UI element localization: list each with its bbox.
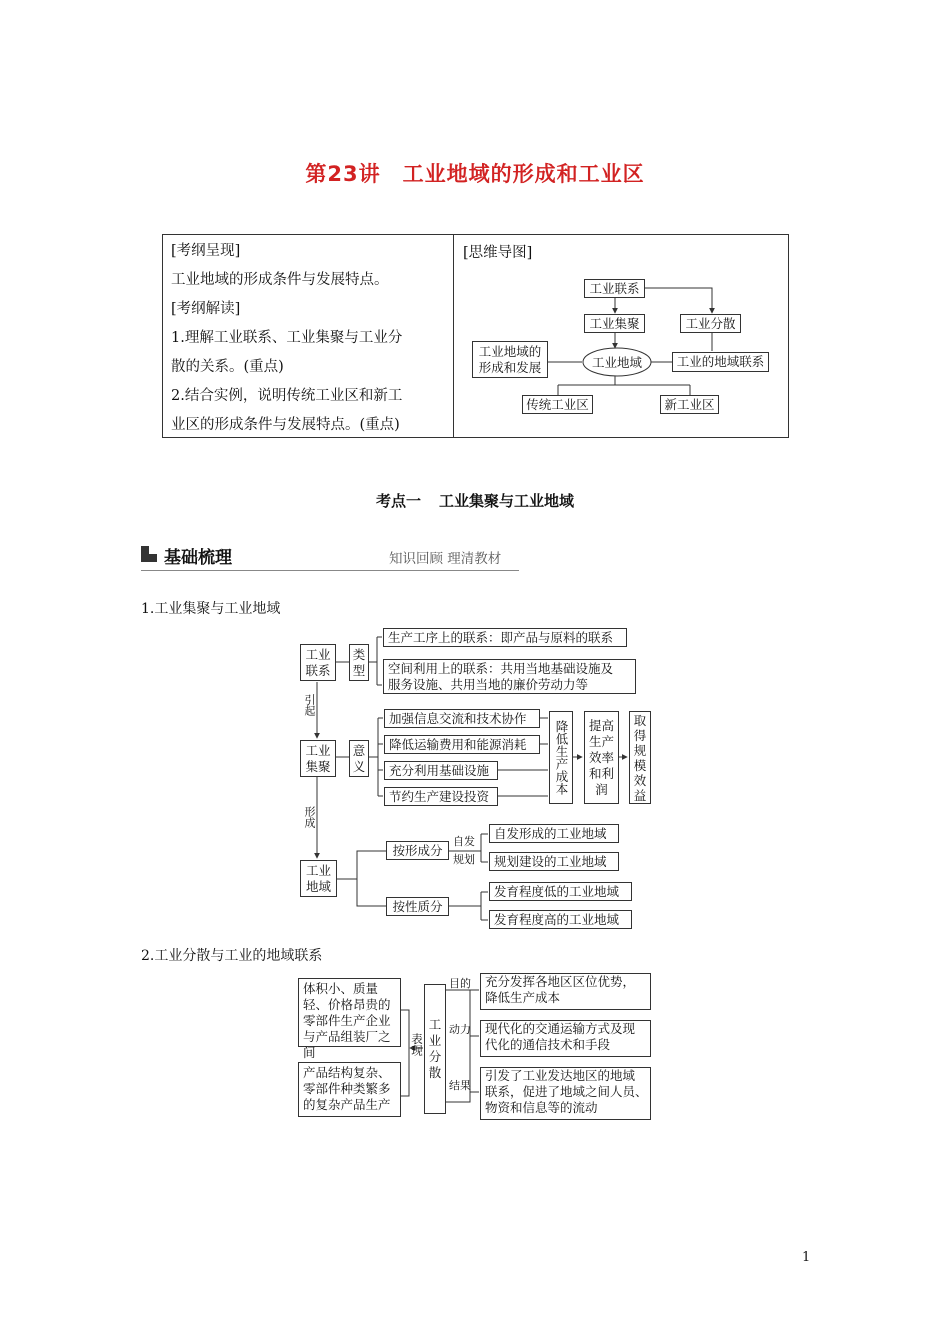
- yinqi-label: 引起: [303, 694, 316, 716]
- mindmap-xin: 新工业区: [660, 395, 719, 414]
- outline-line: 工业地域的形成条件与发展特点。: [171, 272, 389, 288]
- guihua-label: 规划: [453, 853, 475, 866]
- type-item-2-line: 空间利用上的联系：共用当地基础设施及: [388, 660, 614, 676]
- dongli-label: 动力: [449, 1023, 471, 1036]
- banner-icon-notch: [149, 546, 157, 554]
- part1-heading: 1.工业集聚与工业地域: [141, 601, 281, 617]
- jieguo-line: 引发了工业发达地区的地域: [485, 1068, 636, 1083]
- lecture-number: 第23讲: [305, 162, 381, 186]
- mindmap-xingcheng: [472, 341, 548, 378]
- section-name: 工业集聚与工业地域: [439, 492, 575, 510]
- fensan-box: 工业分散: [424, 984, 446, 1114]
- outline-line: [考纲解读]: [171, 301, 241, 317]
- dongli-line: 代化的通信技术和手段: [485, 1037, 611, 1052]
- mindmap-chuantong: 传统工业区: [522, 395, 593, 414]
- banner-subtitle: 知识回顾 理清教材: [389, 551, 502, 567]
- jieguo-box: [480, 1067, 651, 1120]
- banner-title: 基础梳理: [164, 548, 232, 568]
- dongli-line: 现代化的交通运输方式及现: [485, 1021, 636, 1036]
- jieguo-line: 物资和信息等的流动: [485, 1100, 598, 1115]
- mindmap-diyu-lianxi: 工业的地域联系: [672, 352, 769, 372]
- biaoxian-label: 表现: [410, 1033, 424, 1056]
- mindmap-fensan: 工业分散: [680, 314, 741, 333]
- guihua-box: 规划建设的工业地域: [489, 852, 619, 871]
- mudi-box: [480, 973, 651, 1010]
- banner-underline: [141, 570, 519, 571]
- tigao-box: 提高生产效率和利润: [584, 711, 619, 804]
- mindmap-xingcheng-line: 工业地域的: [478, 343, 542, 359]
- mindmap-label: [思维导图]: [463, 245, 533, 261]
- mindmap-diyu: 工业地域: [591, 355, 642, 370]
- mudi-line: 降低生产成本: [485, 990, 561, 1005]
- yiyi-item-3: 充分利用基础设施: [384, 761, 498, 780]
- outline-line: 2.结合实例，说明传统工业区和新工: [171, 388, 403, 404]
- dongli-box: [480, 1020, 651, 1057]
- yiyi-box: 意义: [349, 740, 369, 777]
- zifa-label: 自发: [453, 835, 475, 848]
- yiyi-item-2: 降低运输费用和能源消耗: [384, 735, 540, 754]
- yiyi-item-4: 节约生产建设投资: [384, 787, 498, 806]
- type-item-1: 生产工序上的联系：即产品与原料的联系: [383, 628, 627, 647]
- mindmap-jiju: 工业集聚: [584, 314, 645, 333]
- low-box: 发育程度低的工业地域: [489, 882, 632, 901]
- part2-heading: 2.工业分散与工业的地域联系: [141, 948, 323, 964]
- diyu-box: 工业地域: [300, 860, 337, 897]
- outline-line: 业区的形成条件与发展特点。(重点): [171, 417, 400, 433]
- qude-box: 取得规模效益: [629, 711, 651, 804]
- cond-box-1: 体积小、质量轻、价格昂贵的零部件生产企业与产品组装厂之间: [298, 978, 401, 1047]
- type-box: 类型: [349, 644, 369, 681]
- outline-line: [考纲呈现]: [171, 243, 241, 259]
- jieguo-line: 联系，促进了地域之间人员、: [485, 1084, 648, 1099]
- type-item-2: [383, 659, 636, 694]
- xingcheng-label: 形成: [303, 806, 316, 828]
- cond-box-2: 产品结构复杂、零部件种类繁多的复杂产品生产: [298, 1062, 401, 1117]
- lecture-name: 工业地域的形成和工业区: [402, 162, 645, 186]
- high-box: 发育程度高的工业地域: [489, 910, 632, 929]
- page-number: 1: [802, 1250, 811, 1265]
- outline-line: 散的关系。(重点): [171, 359, 284, 375]
- jiangdi-box: 降低生产成本: [549, 711, 573, 804]
- section-title: [0, 490, 950, 511]
- jiju-box: 工业集聚: [300, 740, 336, 777]
- outline-line: 1.理解工业联系、工业集聚与工业分: [171, 330, 403, 346]
- mudi-label: 目的: [449, 977, 471, 990]
- jieguo-label: 结果: [449, 1079, 471, 1092]
- lianxi-box: 工业联系: [300, 644, 336, 681]
- type-item-2-line: 服务设施、共用当地的廉价劳动力等: [388, 676, 589, 692]
- section-label: 考点一: [375, 492, 421, 510]
- by-formation-box: 按形成分: [386, 841, 449, 860]
- yiyi-item-1: 加强信息交流和技术协作: [384, 709, 540, 728]
- mindmap-xingcheng-line: 形成和发展: [478, 359, 542, 375]
- by-nature-box: 按性质分: [386, 897, 449, 916]
- mudi-line: 充分发挥各地区区位优势，: [485, 974, 636, 989]
- zifa-box: 自发形成的工业地域: [489, 824, 619, 843]
- mindmap-lianxi: 工业联系: [584, 279, 645, 298]
